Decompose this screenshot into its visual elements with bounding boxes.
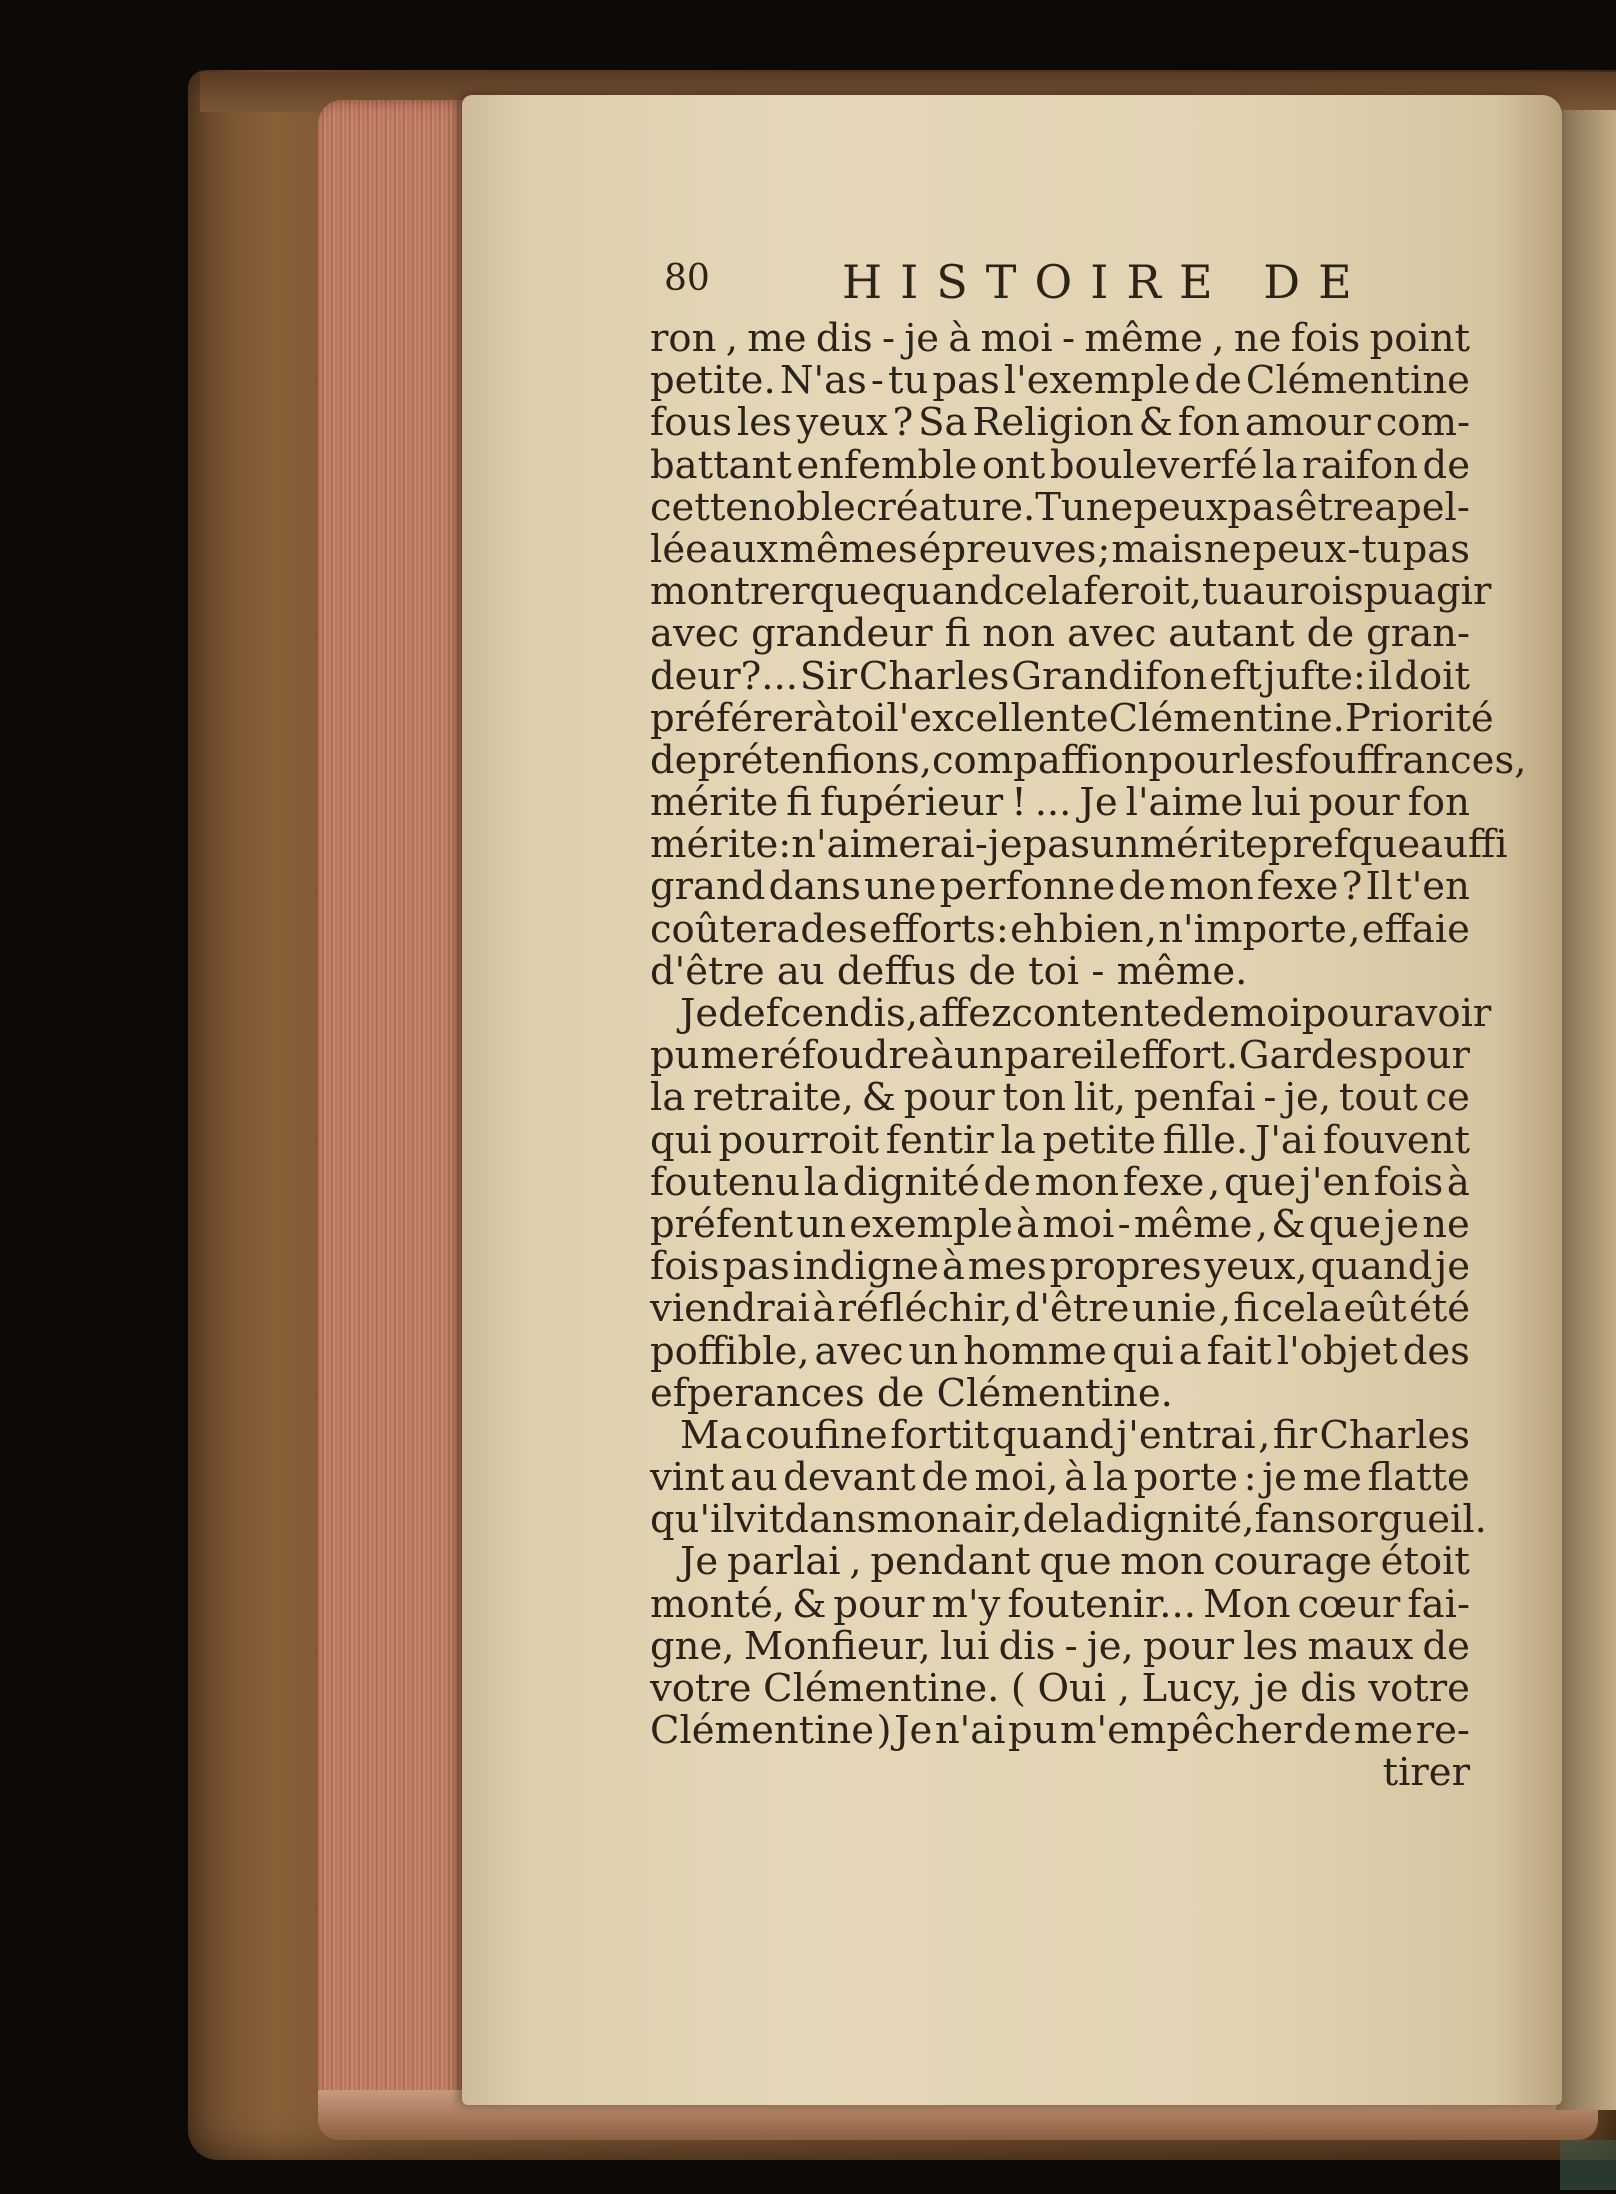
text-line: de prétenfions, compaffion pour les fouffrances, <box>650 737 1527 783</box>
body-text <box>650 316 1527 1796</box>
text-line: votre Clémentine. ( Oui , Lucy, je dis votre <box>650 1666 1470 1711</box>
text-line: viendrai à réfléchir, d'être unie , fi cela eût été <box>650 1286 1470 1332</box>
text-line: tirer <box>1382 1750 1470 1796</box>
text-line: fous les yeux ? Sa Religion & fon amour com- <box>650 400 1470 446</box>
text-line: fois pas indigne à mes propres yeux, quand je <box>650 1244 1470 1290</box>
text-line: mérite fi fupérieur ! ... Je l'aime lui pour fon <box>650 780 1470 826</box>
text-line: qui pourroit fentir la petite fille. J'ai fouvent <box>650 1117 1470 1163</box>
text-line: Je defcendis, affez contente de moi pour avoir <box>680 991 1492 1036</box>
text-line: cette noble créature. Tu ne peux pas être apel- <box>650 484 1470 530</box>
text-line: qu'il vit dans mon air, de la dignité, fans orgueil. <box>650 1497 1487 1543</box>
text-line: Clémentine ) Je n'ai pu m'empêcher de me re- <box>650 1708 1470 1754</box>
spine-fragment <box>1560 2140 1616 2190</box>
running-title: HISTOIRE DE <box>842 255 1370 309</box>
text-line: petite. N'as - tu pas l'exemple de Clémentine <box>650 358 1470 404</box>
page-number: 80 <box>664 258 710 299</box>
text-line: pu me réfoudre à un pareil effort. Gardes pour <box>650 1033 1470 1079</box>
text-line: gne, Monfieur, lui dis - je, pour les maux de <box>650 1623 1470 1669</box>
text-line: Je parlai , pendant que mon courage étoit <box>680 1539 1470 1585</box>
page-edges <box>318 100 468 2130</box>
text-line: la retraite, & pour ton lit, penfai - je, tout ce <box>650 1075 1470 1121</box>
text-line: battant enfemble ont bouleverfé la raifon de <box>650 442 1470 488</box>
text-line: vint au devant de moi, à la porte : je me flatte <box>650 1455 1470 1501</box>
text-line: Ma coufine fortit quand j'entrai , fir Charles <box>680 1412 1470 1458</box>
text-line: monté, & pour m'y foutenir... Mon cœur fai- <box>650 1581 1470 1627</box>
text-line: avec grandeur fi non avec autant de gran- <box>650 611 1470 657</box>
text-line: préfent un exemple à moi - même , & que je ne <box>650 1201 1470 1247</box>
text-line: efperances de Clémentine. <box>650 1370 1173 1416</box>
text-line: d'être au deffus de toi - même. <box>650 948 1248 994</box>
text-line: montrer que quand cela feroit, tu aurois pu agir <box>650 569 1492 615</box>
text-line: foutenu la dignité de mon fexe , que j'en fois à <box>650 1159 1470 1205</box>
text-line: coûtera des efforts: eh bien , n'importe , effaie <box>650 906 1470 952</box>
text-line: préférer à toi l'excellente Clémentine. Priorité <box>650 695 1494 741</box>
text-line: deur?... Sir Charles Grandifon eft jufte: il doit <box>650 653 1470 699</box>
text-line: mérite: n'aimerai - je pas un mérite prefque auffi <box>650 822 1508 868</box>
facing-page-edge <box>1556 110 1616 2110</box>
text-line: ron , me dis - je à moi - même , ne fois point <box>650 316 1470 361</box>
text-line: grand dans une perfonne de mon fexe ? Il t'en <box>650 864 1470 910</box>
text-line: poffible, avec un homme qui a fait l'objet des <box>650 1328 1470 1374</box>
text-line: lée aux mêmes épreuves ; mais ne peux - tu pas <box>650 526 1470 572</box>
